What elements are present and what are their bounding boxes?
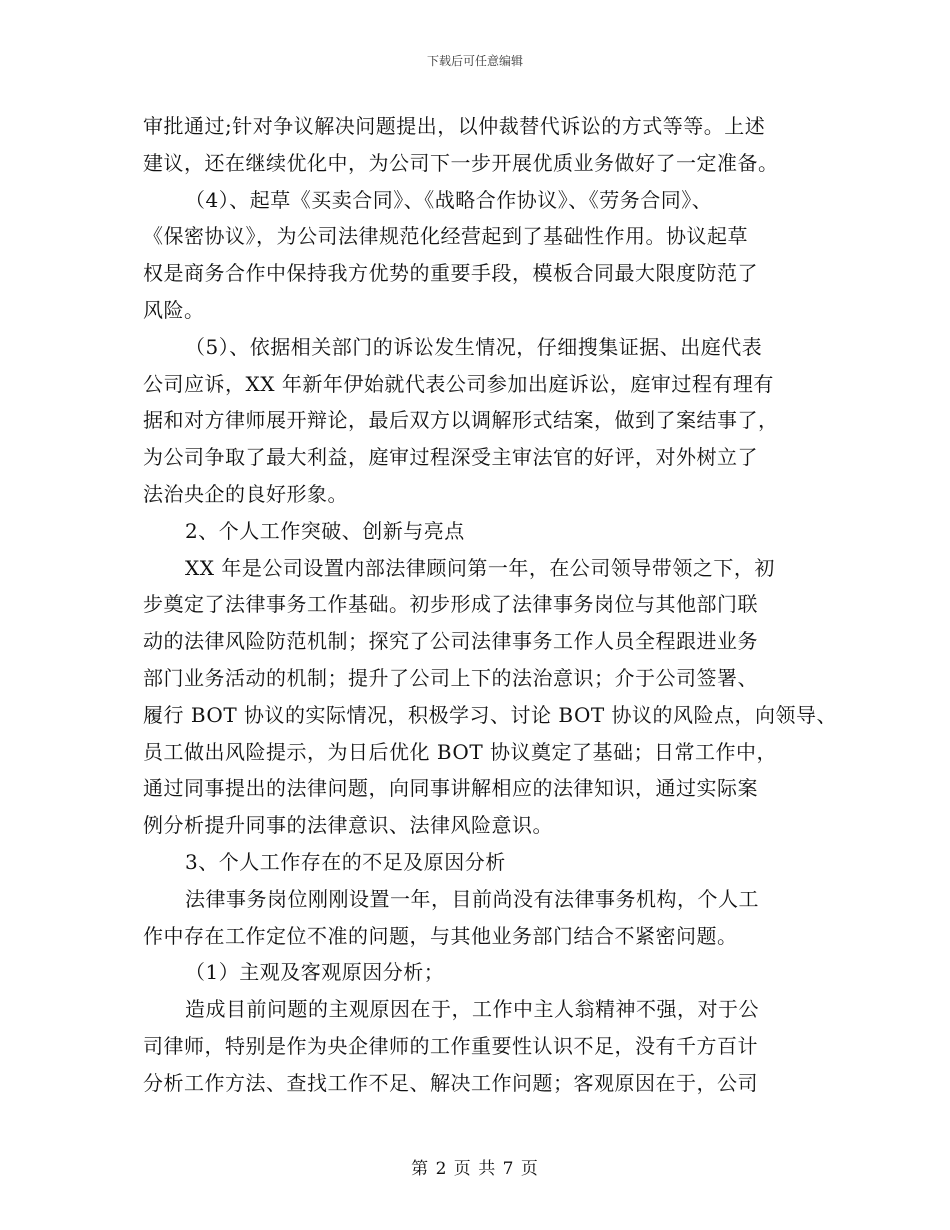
document-body (143, 108, 843, 1102)
text-line: 造成目前问题的主观原因在于，工作中主人翁精神不强，对于公 (185, 997, 759, 1022)
text-line: 据和对方律师展开辩论，最后双方以调解形式结案，做到了案结事了， (143, 408, 779, 433)
text-line: 风险。 (143, 297, 205, 322)
text-line: 为公司争取了最大利益，庭审过程深受主审法官的好评，对外树立了 (143, 445, 758, 470)
text-line: XX 年是公司设置内部法律顾问第一年，在公司领导带领之下，初 (185, 555, 775, 580)
text-line: （5）、依据相关部门的诉讼发生情况，仔细搜集证据、出庭代表 (185, 334, 763, 359)
page-header: 下载后可任意编辑 (426, 54, 523, 68)
text-line: 权是商务合作中保持我方优势的重要手段，模板合同最大限度防范了 (143, 261, 758, 286)
text-line: 2、个人工作突破、创新与亮点 (185, 518, 465, 543)
text-line: 通过同事提出的法律问题，向同事讲解相应的法律知识，通过实际案 (143, 776, 758, 801)
text-line: 建议，还在继续优化中，为公司下一步开展优质业务做好了一定准备。 (143, 150, 779, 175)
text-line: 分析工作方法、查找工作不足、解决工作问题；客观原因在于，公司 (143, 1070, 758, 1095)
text-line: 司律师，特别是作为央企律师的工作重要性认识不足，没有千方百计 (143, 1033, 758, 1058)
text-line: 部门业务活动的机制；提升了公司上下的法治意识；介于公司签署、 (143, 665, 758, 690)
page-number: 第 2 页 共 7 页 (411, 1159, 539, 1179)
text-line: 动的法律风险防范机制；探究了公司法律事务工作人员全程跟进业务 (143, 629, 758, 654)
text-line: 3、个人工作存在的不足及原因分析 (185, 849, 506, 874)
text-line: 履行 BOT 协议的实际情况，积极学习、讨论 BOT 协议的风险点，向领导、 (143, 702, 838, 727)
text-line: 例分析提升同事的法律意识、法律风险意识。 (143, 813, 553, 838)
text-line: 审批通过;针对争议解决问题提出，以仲裁替代诉讼的方式等等。上述 (143, 114, 766, 138)
text-line: 法治央企的良好形象。 (143, 481, 348, 506)
text-line: 《保密协议》，为公司法律规范化经营起到了基础性作用。协议起草 (143, 224, 748, 249)
text-line: 作中存在工作定位不准的问题，与其他业务部门结合不紧密问题。 (143, 923, 738, 948)
text-line: 员工做出风险提示，为日后优化 BOT 协议奠定了基础；日常工作中， (143, 739, 778, 764)
text-line: （4）、起草《买卖合同》、《战略合作协议》、《劳务合同》、 (185, 187, 713, 212)
text-line: （1）主观及客观原因分析； (185, 960, 445, 985)
text-line: 公司应诉，XX 年新年伊始就代表公司参加出庭诉讼，庭审过程有理有 (143, 371, 774, 396)
text-line: 法律事务岗位刚刚设置一年，目前尚没有法律事务机构，个人工 (185, 886, 759, 911)
text-line: 步奠定了法律事务工作基础。初步形成了法律事务岗位与其他部门联 (143, 592, 758, 617)
